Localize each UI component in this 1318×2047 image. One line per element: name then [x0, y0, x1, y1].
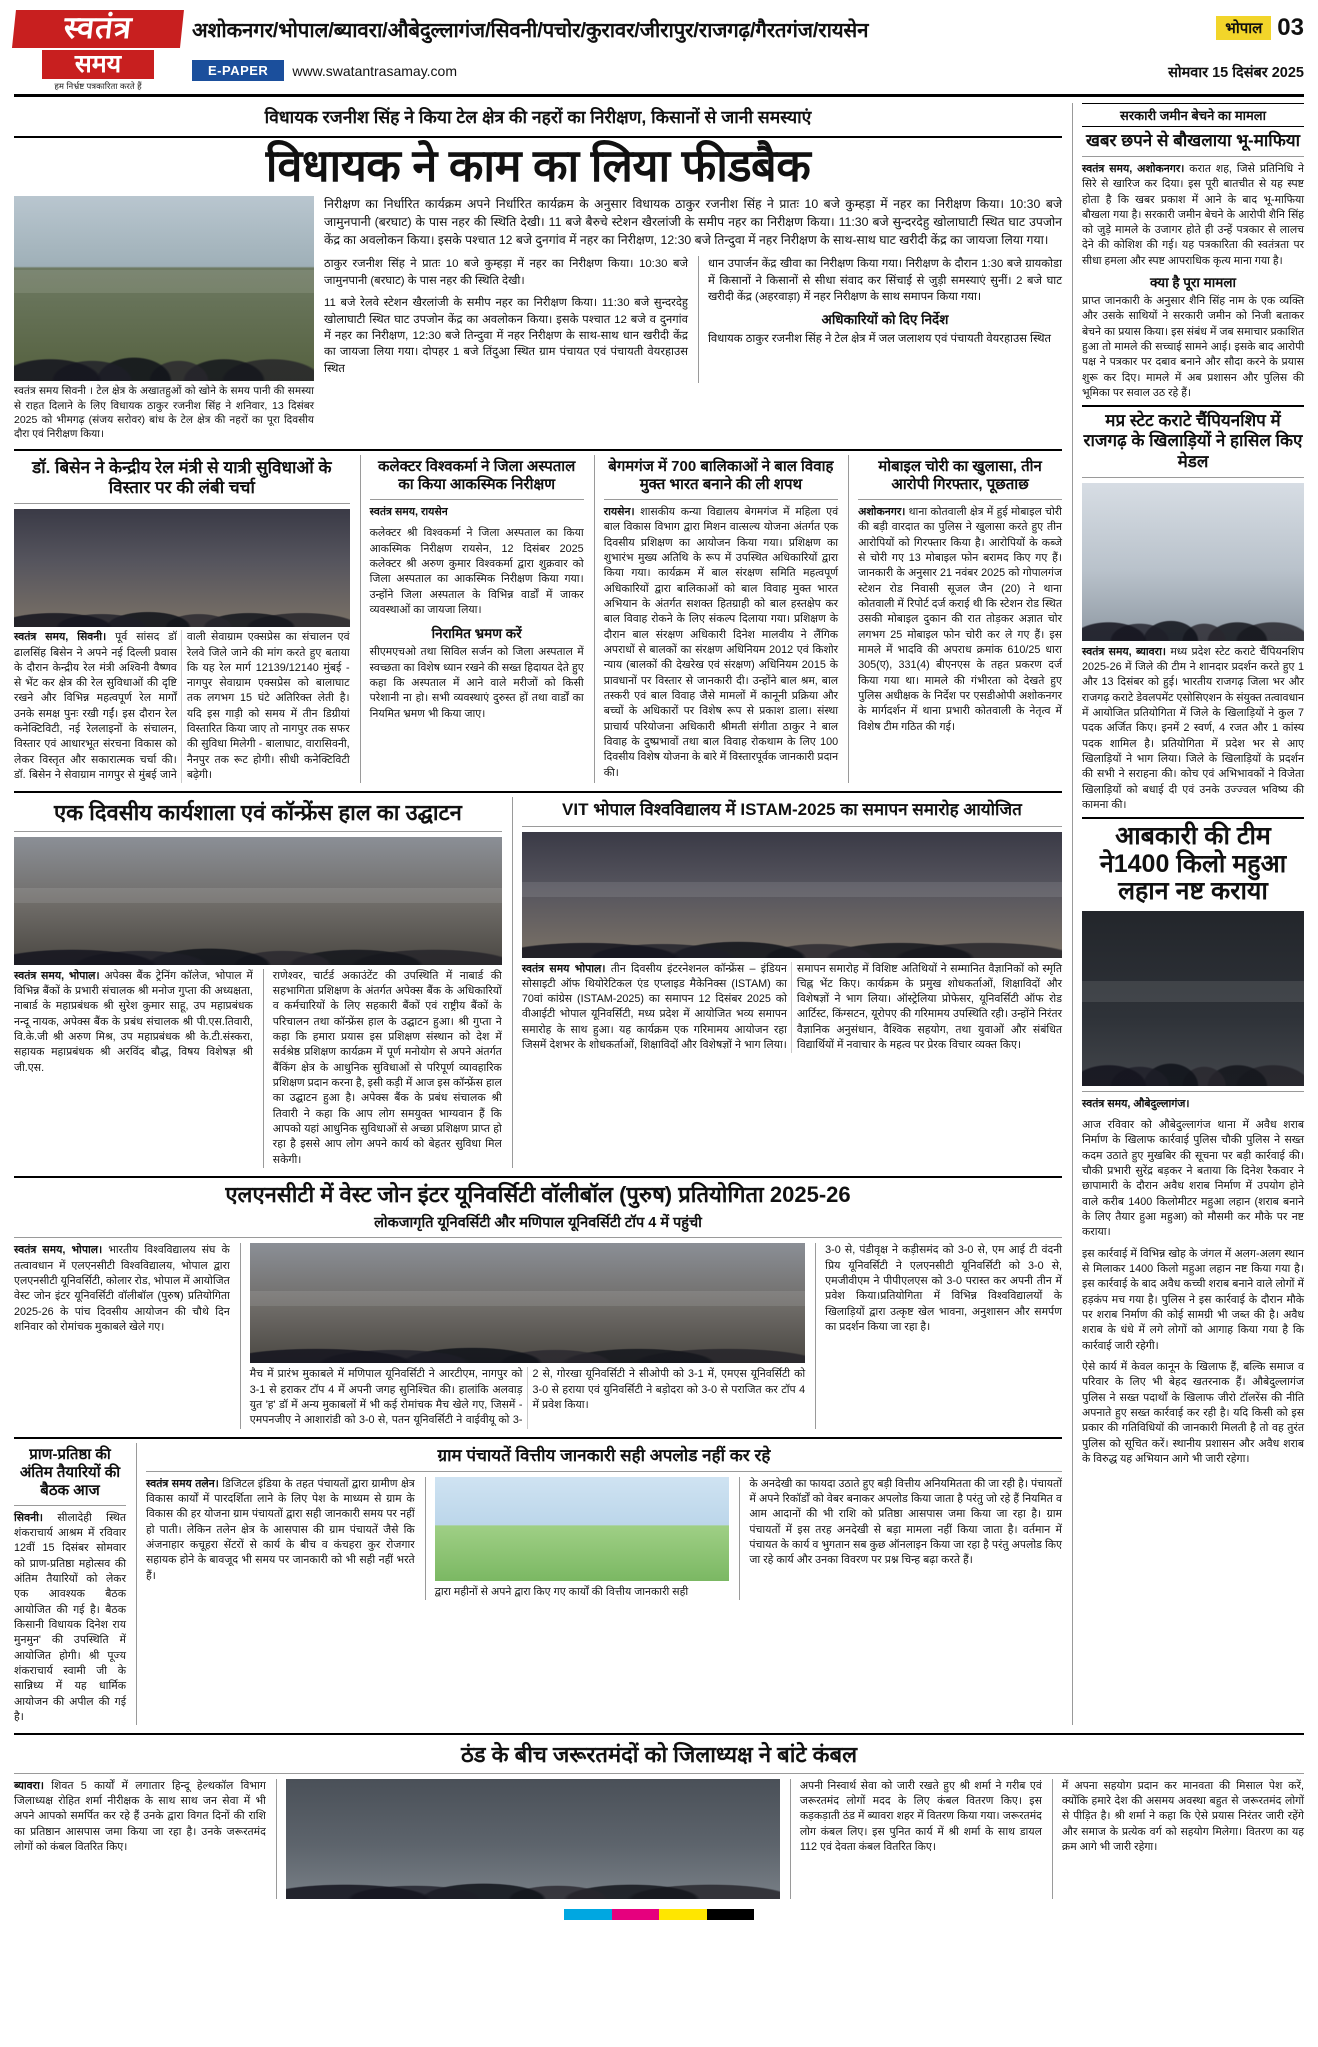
story-karate-headline: मप्र स्टेट कराटे चैंपियनशिप में राजगढ़ के खिलाड़ियों ने हासिल किए मेडल [1083, 411, 1303, 471]
lead-body-col3: धान उपार्जन केंद्र खीवा का निरीक्षण किया गया। निरीक्षण के दौरान 1:30 बजे ग्रायकोडा में किसानों ने किसानों से सीधा संवाद कर सिंचाई से जुड़ी समस्याएं सुनीं। 2 बजे घाट खरीदी केंद्र (अहरवाड़ा) में नहर निरीक्षण के साथ समापन किया गया। [707, 258, 1062, 304]
story-pran-headline: प्राण-प्रतिष्ठा की अंतिम तैयारियों की बैठक आज [19, 1445, 121, 1499]
right-rail [1072, 103, 1304, 1725]
story-collector-body [370, 505, 584, 618]
news-row-1 [14, 455, 1062, 783]
story-workshop-photo [14, 837, 502, 965]
logo-secondary-text: समय [42, 50, 154, 79]
story-collector-headline: कलेक्टर विश्वकर्मा ने जिला अस्पताल का किया आकस्मिक निरीक्षण [377, 458, 576, 494]
story-collector-subhead: निरामित भ्रमण करें [431, 626, 522, 642]
story-karate-photo [1082, 483, 1304, 641]
story-vit [512, 797, 1062, 1168]
story-landmafia-overline: सरकारी जमीन बेचने का मामला [1082, 103, 1304, 127]
story-landmafia-para1: करात शह, जिसे प्रतिनिधि ने सिरे से खारिज कर दिया। इस पूरी बातचीत से यह स्पष्ट होता है कि खबर प्रकाश में आने के बाद भू-माफिया बौखला गया है। सरकारी जमीन बेचने के आरोपी शैनि सिंह को जुड़े मामले के उजागर होते ही उन्हें पत्रकार से लालच देने की कोशिश की गई। यह पत्रकारिता की स्वतंत्रता पर सीधा हमला और स्पष्ट आपराधिक कृत्य माना गया है। [1082, 162, 1305, 267]
story-lnct-photo [250, 1243, 805, 1363]
story-landmafia-subhead: क्या है पूरा मामला [1150, 275, 1236, 291]
story-excise-col2: इस कार्रवाई में विभिन्न खोह के जंगल में अलग-अलग स्थान से मिलाकर 1400 किलो महुआ लहान नष्ट किया गया है। इस कार्रवाई के बाद अवैध कच्ची शराब बनाने वाले लोगों में हड़कंप मच गया है। पुलिस ने इस कार्रवाई के दौरान मौके पर शराब निर्माण की कोई सामग्री भी जब्त की है। अवैध शराब के धंधे में लगे लोगों को आगाह किया गया है कि कार्रवाई जारी रहेगी। [1082, 1247, 1304, 1352]
story-mobile-headline: मोबाइल चोरी का खुलासा, तीन आरोपी गिरफ्तार, पूछताछ [878, 458, 1042, 494]
logo-tagline: हम निर्भ्रष्ट पत्रकारिता करते हैं [54, 80, 142, 91]
story-lnct-col1-text: भारतीय विश्वविद्यालय संघ के तत्वावधान में एलएनसीटी विश्वविद्यालय, भोपाल द्वारा एलएनसीटी यूनिवर्सिटी, कोलार रोड, भोपाल में आयोजित वेस्ट जोन इंटर यूनिवर्सिटी वॉलीबॉल (पुरुष) प्रतियोगिता 2025-26 के पांच दिवसीय आयोजन की चौथे दिन शनिवार को रोमांचक मुकाबले खेले गए। [14, 1244, 230, 1333]
story-vit-photo [522, 832, 1062, 958]
story-workshop-col1 [14, 969, 253, 1168]
publication-date: सोमवार 15 दिसंबर 2025 [1168, 65, 1304, 81]
story-karate-byline: स्वतंत्र समय, ब्यावरा। [1082, 645, 1166, 658]
story-vit-headline-mid: भोपाल विश्वविद्यालय में [593, 800, 736, 820]
story-begamganj [594, 455, 838, 783]
lead-body-col2-a: ठाकुर रजनीश सिंह ने प्रातः 10 बजे कुम्हड़ा में नहर का निरीक्षण किया। 10:30 बजे जामुनपानी (बरघाट) के पास नहर की स्थिति देखी। [324, 258, 688, 287]
website-url[interactable]: www.swatantrasamay.com [292, 62, 458, 79]
lead-body-col2 [324, 256, 688, 383]
lead-box-title: अधिकारियों को दिए निर्देश [821, 311, 949, 327]
story-karate-text: मध्य प्रदेश स्टेट कराटे चैंपियनशिप 2025-26 में जिले की टीम ने शानदार प्रदर्शन करते हुए 1 और 13 दिसंबर को हुई। भारतीय राजगढ़ जिला भर और राजगढ़ कराटे डेवलपमेंट एसोसिएशन के संयुक्त तत्वावधान में आयोजित प्रतियोगिता में जिले के खिलाड़ियों ने कुल 7 पदक अर्जित किए। इनमें 2 स्वर्ण, 4 रजत और 1 कांस्य पदक शामिल है। प्रतियोगिता में प्रदेश भर से आए खिलाड़ियों ने भाग लिया। जिले के खिलाड़ियों के प्रदर्शन की सभी ने सराहना की। कोच एवं अभिभावकों ने विजेता खिलाड़ियों को बधाई दी एवं उनके उज्ज्वल भविष्य की कामना की। [1082, 645, 1304, 811]
epaper-badge[interactable]: E-PAPER [192, 60, 284, 81]
story-doctor-text: पूर्व सांसद डॉ ढालसिंह बिसेन ने अपने नई दिल्ली प्रवास के दौरान केन्द्रीय रेल मंत्री अश्विनी वैष्णव से भेंट कर क्षेत्र की रेल सुविधाओं की दृष्टि रखने और विभिन्न महत्वपूर्ण रेल मार्गों उनके समक्ष पुनः रखी गईं। इस दौरान रेल कनेक्टिविटी, नई रेललाइनों के संचालन, विस्तार एवं आधारभूत संरचना विकास को लेकर विस्तृत और सकारात्मक चर्चा की। डॉ. बिसेन ने सेवाग्राम नागपुर से मुंबई जाने वाली सेवाग्राम एक्सप्रेस का संचालन एवं रेलवे जिले जाने की मांग करते हुए बताया कि यह रेल मार्ग 12139/12140 मुंबई - नागपुर सेवाग्राम एक्सप्रेस को बालाघाट तक लगभग 15 घंटे अतिरिक्त लेती है। यदि इस गाड़ी को समय में तीन डिग्रीयां विस्तारित किया जाए तो नागपुर तक सफर की सुविधा मिलेगी - बालाघाट, वारासिवनी, नैनपुर तक रूट होगी। सीधी कनेक्टिविटी बढ़ेगी। [14, 631, 350, 782]
story-blanket-photo [286, 1779, 780, 1899]
story-doctor-headline: डॉ. बिसेन ने केन्द्रीय रेल मंत्री से यात्री सुविधाओं के विस्तार पर की लंबी चर्चा [32, 458, 332, 498]
story-workshop [14, 797, 502, 1168]
lead-photo-caption: स्वतंत्र समय सिवनी । टेल क्षेत्र के अखातहुओं को खोने के समय पानी की समस्या से राहत दिलाने के लिए विधायक ठाकुर रजनीश सिंह ने शनिवार, 13 दिसंबर 2025 को भीमगढ़ (संजय सरोवर) बांध के टेल क्षेत्र की नहरों का पूरा दिवसीय दौरा एवं निरीक्षण किया। [14, 385, 314, 440]
story-collector [360, 455, 584, 783]
story-blanket [14, 1739, 1304, 1898]
masthead [14, 10, 1304, 97]
page-number: 03 [1277, 14, 1304, 41]
story-panchayat-photo-wrap [425, 1477, 730, 1600]
lead-body-col1: निरीक्षण का निर्धारित कार्यक्रम अपने निर्धारित कार्यक्रम के अनुसार विधायक ठाकुर रजनीश सिंह ने प्रातः 10 बजे कुम्हड़ा में नहर का निरीक्षण किया। 10:30 बजे जामुनपानी (बरघाट) के पास नहर की स्थिति देखी। 11 बजे बैरुचे स्टेशन खैरलांजी के समीप नहर का निरीक्षण किया। 11:30 बजे सुन्दरदेहु खोलाघाटी स्थित घाट उपजोन केंद्र का अवलोकन किया। इसके पश्चात 12 बजे दुनगांव में नहर का निरीक्षण, 12:30 बजे तिन्दुवा में नहर निरीक्षण के साथ-साथ घाट खरीदी केंद्र का जायजा लिया गया। [324, 197, 1062, 248]
story-collector-para2: सीएमएचओ तथा सिविल सर्जन को जिला अस्पताल में स्वच्छता का विशेष ध्यान रखने की सख्त हिदायत देते हुए कहा कि अस्पताल में आने वाले मरीजों को किसी परेशानी ना हो। सभी व्यवस्थाएं दुरुस्त हों तथा वार्डों का नियमित भ्रमण भी किया जाए। [369, 646, 584, 720]
story-vit-byline: स्वतंत्र समय भोपाल। [521, 962, 606, 975]
story-panchayat-col2: द्वारा महीनों से अपने द्वारा किए गए कार्यों की वित्तीय जानकारी सही [434, 1585, 689, 1598]
story-pran-text: सीलादेही स्थित शंकराचार्य आश्रम में रविवार 12वीं 15 दिसंबर सोमवार को प्राण-प्रतिष्ठा महोत्सव की अंतिम तैयारियों को लेकर एक आवश्यक बैठक आयोजित की गई है। बैठक किसानी विधायक दिनेश राय मुनमुन' की उपस्थिति में आयोजित होगी। श्री पूज्य शंकराचार्य स्वामी जी के सान्निध्य में यह धार्मिक आयोजन की अपील की गई है। [14, 1511, 127, 1723]
story-collector-byline: स्वतंत्र समय, रायसेन [369, 506, 448, 519]
story-lnct-byline: स्वतंत्र समय, भोपाल। [14, 1244, 103, 1257]
color-swatch-yellow [659, 1909, 707, 1920]
news-row-2 [14, 797, 1062, 1168]
lead-story [14, 103, 1062, 441]
lead-headline: विधायक ने काम का लिया फीडबैक [265, 139, 811, 191]
story-panchayat-photo [435, 1477, 730, 1581]
story-doctor-rail [14, 455, 350, 783]
story-excise-headline: आबकारी की टीम ने1400 किलो महुआ लहान नष्ट कराया [1099, 822, 1287, 906]
story-doctor-photo [14, 509, 350, 627]
story-vit-text: तीन दिवसीय इंटरनेशनल कॉन्फ्रेंस – इंडियन सोसाइटी ऑफ थियोरेटिकल एंड एप्लाइड मैकेनिक्स (ISTAM) का 70वां कांग्रेस (ISTAM-2025) का समापन 12 दिसंबर 2025 को वीआईटी भोपाल यूनिवर्सिटी, मध्य प्रदेश में आयोजित भव्य समापन समारोह के साथ हुआ। यह कार्यक्रम एक गरिमामय आयोजन रहा जिसमें देशभर के शोधकर्ताओं, शिक्षाविदों और विशेषज्ञों ने भाग लिया। समापन समारोह में विशिष्ट अतिथियों ने सम्मानित वैज्ञानिकों को स्मृति चिह्न भेंट किए। कार्यक्रम के प्रमुख शोधकर्ताओं, शिक्षाविदों और विशेषज्ञों ने भाग लिया। ऑस्ट्रेलिया प्रोफेसर, यूनिवर्सिटी ऑफ रोड आर्टिस्ट, किंग्सटन, यूरोपए की गरिमामय उपस्थिति रही। उन्होंने निरंतर वैज्ञानिक अनुसंधान, वैश्विक सहयोग, तथा युवाओं और संबंधित विद्यार्थियों में नवाचार के महत्व पर प्रेरक विचार व्यक्त किए। [521, 962, 1062, 1052]
publication-logo [14, 10, 182, 92]
story-mobile-byline: अशोकनगर। [858, 506, 906, 519]
story-vit-body [522, 962, 1062, 1054]
story-lnct-photo-wrap [240, 1243, 805, 1428]
story-vit-headline-pre: VIT [562, 800, 589, 820]
lead-photo [14, 196, 314, 381]
logo-primary-text: स्वतंत्र [12, 10, 184, 48]
story-lnct-col3: 3-0 से, पंडीवृक्ष ने कड़ीसमंद को 3-0 से, एम आई टी वंदनी प्रिय यूनिवर्सिटी ने एलएनसीटी यूनिवर्सिटी को 3-0 से, एमजीवीएम ने पीपीएलएस को 3-0 परास्त कर अपनी तीन में प्रवेश किया।प्रतियोगिता में विभिन्न विश्वविद्यालयों के खिलाड़ियों द्वारा उत्कृष्ट खेल भावना, अनुशासन और समर्पण का प्रदर्शन किया जा रहा है। [815, 1243, 1062, 1428]
lead-body-col2-b: 11 बजे रेलवे स्टेशन खैरलांजी के समीप नहर का निरीक्षण किया। 11:30 बजे सुन्दरदेहु खोलाघाटी स्थित घाट उपजोन केंद्र का अवलोकन किया। इसके पश्चात 12 बजे व दुनगांव में नहर का निरीक्षण, 12:30 बजे तिन्दुवा में नहर निरीक्षण के साथ-साथ धान खरीदी केंद्र का जायजा लिया गया। दोपहर 1 बजे तिंदुआ स्थित ग्राम पंचायत एवं पंचायती वेयरहाउस स्थित [324, 297, 688, 375]
story-excise-body [1082, 1097, 1304, 1468]
color-swatch-cyan [564, 1909, 612, 1920]
story-workshop-byline: स्वतंत्र समय, भोपाल। [14, 969, 100, 982]
story-lnct-col2: मैच में प्रारंभ मुकाबले में मणिपाल यूनिवर्सिटी ने आरटीएम, नागपुर को 3-1 से हराकर टॉप 4 में अपनी जगह सुनिश्चित की। हालांकि अलवाड़ युत 'ह' डॉ में अन्य मुकाबलों में भी कई रोमांचक मैच खेले गए, जिसमें - एमपनजीए ने आशारांडी को 3-0 से, पतन यूनिवर्सिटी ने वाईवीयू को 3-2 से, गोरखा यूनिवर्सिटी ने सीओपी को 3-1 में, एमएस यूनिवर्सिटी को 3-0 से हराया एवं युनिवर्सिटी ने बड़ोदरा को 3-0 से पराजित कर टॉप 4 में प्रवेश किया। [249, 1368, 806, 1427]
story-panchayat-headline: ग्राम पंचायतें वित्तीय जानकारी सही अपलोड नहीं कर रहे [437, 1445, 771, 1465]
edition-list: अशोकनगर/भोपाल/ब्यावरा/औबेदुल्लागंज/सिवनी/पचोर/कुरावर/जीरापुर/राजगढ़/गैरतगंज/रायसेन [192, 19, 869, 42]
story-lnct [14, 1182, 1062, 1429]
story-landmafia-para2: प्राप्त जानकारी के अनुसार शैनि सिंह नाम के एक व्यक्ति और उसके साथियों ने सरकारी जमीन को निजी बताकर बेचने का प्रयास किया। इस संबंध में जब समाचार प्रकाशित हुआ तो मामले की सच्चाई सामने आई। इसके बाद आरोपी पक्ष ने पत्रकार पर दबाव बनाने और सौदा करने के प्रयास शुरू कर दिए। मामले में अब प्रशासन और पुलिस की भूमिका पर सवाल उठ रहे हैं। [1082, 295, 1304, 400]
story-panchayat [136, 1443, 1062, 1726]
lead-box-text: विधायक ठाकुर रजनीश सिंह ने टेल क्षेत्र में जल जलाशय एवं पंचायती वेयरहाउस स्थित [707, 332, 1051, 345]
story-karate-body [1082, 645, 1304, 814]
story-pran-byline: सिवनी। [14, 1511, 43, 1524]
story-collector-para1: कलेक्टर श्री विश्वकर्मा ने जिला अस्पताल का किया आकस्मिक निरीक्षण रायसेन, 12 दिसंबर 2025 कलेक्टर श्री अरुण कुमार विश्वकर्मा द्वारा शुक्रवार को जिला अस्पताल का आकस्मिक निरीक्षण किया गया। उन्होंने जिला अस्पताल के विभिन्न वार्डों में जाकर व्यवस्थाओं का जायजा लिया। [369, 527, 584, 617]
story-landmafia-body [1082, 162, 1304, 269]
story-pran [14, 1443, 126, 1726]
story-karate [1082, 411, 1304, 813]
story-excise-col1: आज रविवार को औबेदुल्लागंज थाना में अवैध शराब निर्माण के खिलाफ कार्रवाई पुलिस चौकी पुलिस ने सख्त कदम उठाते हुए मुखबिर की सूचना पर बड़ी कार्रवाई की। चौकी प्रभारी सुरेंद्र बड़कर ने बताया कि दिनेश रैकवार ने छापामारी के दौरान अवैध शराब निर्माण में उपयोग होने वाले करीब 1400 किलोमीटर महुआ लहान (शराब बनाने के लिए तैयार हुआ महुआ) को मौसमी कर मौके पर नष्ट कराया। [1082, 1119, 1304, 1239]
color-swatch-black [707, 1909, 755, 1920]
story-pran-body [14, 1511, 126, 1726]
story-blanket-headline: ठंड के बीच जरूरतमंदों को जिलाध्यक्ष ने बांटे कंबल [460, 1742, 858, 1768]
story-excise-col3: ऐसे कार्य में केवल कानून के खिलाफ हैं, बल्कि समाज व परिवार के लिए भी बेहद खतरनाक हैं। औबेदुल्लागंज पुलिस ने सख्त पदार्थों के खिलाफ जीरो टॉलरेंस की नीति अपनाते हुए सख्त कार्रवाई कर रही है। यदि किसी को इस प्रकार की गतिविधियों की जानकारी मिलती है तो वह तुरंत पुलिस को सूचित करें। स्थानीय प्रशासन और अवैध शराब के विरुद्ध यह अभियान आगे भी जारी रहेगा। [1082, 1360, 1304, 1465]
story-blanket-col3: में अपना सहयोग प्रदान कर मानवता की मिसाल पेश करें, क्योंकि हमारे देश की असमय अवस्था बहुत से जरूरतमंद लोगों से पीड़ित है। श्री शर्मा ने कहा कि ऐसे प्रयास निरंतर जारी रहेंगे और समाज के प्रत्येक वर्ग को सहयोग मिलेगा। वितरण का यह क्रम आगे भी जारी रहेगा। [1052, 1779, 1304, 1899]
story-vit-headline [522, 800, 1062, 820]
news-row-4 [14, 1443, 1062, 1726]
story-lnct-col1 [14, 1243, 230, 1428]
story-lnct-headline: एलएनसीटी में वेस्ट जोन इंटर यूनिवर्सिटी वॉलीबॉल (पुरुष) प्रतियोगिता 2025-26 [225, 1182, 851, 1208]
story-excise-head [1082, 823, 1304, 1086]
story-panchayat-col1-text: डिजिटल इंडिया के तहत पंचायतों द्वारा ग्रामीण क्षेत्र विकास कार्यों में पारदर्शिता लाने के लिए पेश के माध्यम से ग्राम के विकास की हर योजना ग्राम पंचायतों द्वारा सही जानकारी समय पर नहीं हो पाती। लेकिन तलेन क्षेत्र के आसपास की ग्राम पंचायतें जैसे कि अंजनाहार कचूहरा सेंटरों से कार्य के बीच व कंचहरा कुर रोजगार सहायक होने के बावजूद भी समय पर जानकारी को भी सही नहीं भरते हैं। [146, 1477, 415, 1582]
story-blanket-col1 [14, 1779, 266, 1899]
story-begamganj-body [604, 505, 838, 781]
story-lnct-subhead: लोकजागृति यूनिवर्सिटी और मणिपाल यूनिवर्सिटी टॉप 4 में पहुंची [374, 1215, 702, 1232]
story-landmafia-headline: खबर छपने से बौखलाया भू-माफिया [1085, 130, 1301, 150]
story-panchayat-col1 [146, 1477, 415, 1600]
story-vit-headline-post: ISTAM-2025 का समापन समारोह आयोजित [740, 800, 1022, 820]
story-mobile-body [858, 505, 1062, 735]
story-doctor-byline: स्वतंत्र समय, सिवनी। [14, 631, 107, 644]
story-doctor-body [14, 630, 350, 783]
story-mobile-text: थाना कोतवाली क्षेत्र में हुई मोबाइल चोरी की बड़ी वारदात का पुलिस ने खुलासा करते हुए तीन आरोपियों को गिरफ्तार किया है। आरोपियों के कब्जे से चोरी गए 13 मोबाइल फोन बरामद किए गए हैं। जानकारी के अनुसार 21 नवंबर 2025 को गोपालगंज स्टेशन रोड निवासी सूजल जैन (20) ने थाना कोतवाली में रिपोर्ट दर्ज कराई थी कि स्टेशन रोड स्थित उसकी मोबाइल दुकान की रात तोड़कर अज्ञात चोर लगभग 25 मोबाइल फोन चोरी कर ले गए हैं। इस मामले में भादवि की अपराध क्रमांक 610/25 धारा 305(ए), 331(4) बीएनएस के तहत प्रकरण दर्ज किया गया था। मामले की गंभीरता को देखते हुए पुलिस अधीक्षक के निर्देश पर एसडीओपी अशोकनगर के मार्गदर्शन में थाना प्रभारी कोतवाली के नेतृत्व में विशेष टीम गठित की गई। [858, 506, 1062, 733]
story-blanket-col2: अपनी निस्वार्थ सेवा को जारी रखते हुए श्री शर्मा ने गरीब एवं जरूरतमंद लोगों मदद के लिए कंबल वितरण किए। इस कड़कड़ाती ठंड में ब्यावरा शहर में वितरण किया गया। जरूरतमंद लोग कंबल लिए। इस पुनित कार्य में श्री शर्मा के साथ डायल 112 एवं देवता कंबल वितरित किए। [790, 1779, 1042, 1899]
story-begamganj-headline: बेगमगंज में 700 बालिकाओं ने बाल विवाह मुक्त भारत बनाने की ली शपथ [608, 458, 834, 494]
lead-kicker: विधायक रजनीश सिंह ने किया टेल क्षेत्र की नहरों का निरीक्षण, किसानों से जानी समस्याएं [264, 106, 812, 127]
color-registration-bar [564, 1909, 754, 1920]
story-blanket-byline: ब्यावरा। [14, 1779, 44, 1792]
story-begamganj-byline: रायसेन। [603, 506, 635, 519]
story-workshop-col1-text: अपेक्स बैंक ट्रेनिंग कॉलेज, भोपाल में विभिन्न बैंकों के प्रभारी संचालक श्री मनोज गुप्ता की अध्यक्षता, नाबार्ड के महाप्रबंधक श्री सुरेश कुमार साहू, उप महाप्रबंधक नन्दू नायक, अपेक्स बैंक के प्रबंध संचालक श्री पी.एस.तिवारी, वि.के.जी श्री अरुण मिश्र, उप महाप्रबंधक श्री के.टी.संस्करा, सहायक महाप्रबंधक श्री अरविंद बौद्ध, विषय विशेषज्ञ श्री जी.एस. [14, 969, 253, 1074]
story-mobile-theft [848, 455, 1062, 783]
story-excise-photo [1082, 911, 1304, 1086]
story-landmafia [1082, 103, 1304, 402]
city-badge: भोपाल [1216, 16, 1271, 40]
story-panchayat-col3: के अनदेखी का फायदा उठाते हुए बड़ी वित्तीय अनियमितता की जा रही है। पंचायतों में अपने रिकॉर्डों को वेबर बनाकर अपलोड किया जाता है परंतु जो रहे हैं नियमित व आम आदानों की भी राशि को प्रतिष्ठा आसपास जमा किया जा रहा है। ग्राम पंचायतों में इस तरह अनदेखी से बड़ा मामला नहीं किया जाता है। वर्तमान में पंचायत के कार्य व भुगतान सब कुछ ऑनलाइन किया जा रहा है परंतु अपलोड किए जा रहे कार्य और उनका विवरण पर प्रश्न चिन्ह बढ़ा करते हैं। [739, 1477, 1062, 1600]
story-blanket-photo-wrap [276, 1779, 780, 1899]
color-swatch-magenta [612, 1909, 660, 1920]
story-workshop-headline: एक दिवसीय कार्यशाला एवं कॉन्फ्रेंस हाल का उद्घाटन [53, 800, 462, 826]
story-landmafia-byline: स्वतंत्र समय, अशोकनगर। [1082, 162, 1185, 175]
story-panchayat-byline: स्वतंत्र समय तलेन। [146, 1477, 219, 1490]
story-excise-byline: स्वतंत्र समय, औबेदुल्लागंज। [1082, 1097, 1190, 1110]
story-workshop-col2: राणेश्वर, चार्टर्ड अकाउंटेंट की उपस्थिति में नाबार्ड की सहभागिता प्रशिक्षण के अंतर्गत अपेक्स बैंक के अधिकारियों व कर्मचारियों के लिए सहकारी बैंकों एवं राष्ट्रीय बैंकों के परिचालन तथा कॉन्फ्रेंस हाल के उद्घाटन हुआ। श्री गुप्ता ने कहा कि हमारा प्रयास इस प्रशिक्षण संस्थान को देश में सर्वश्रेष्ठ प्रशिक्षण कार्यक्रम में पूर्ण मनोयोग से अपने अंतर्गत बैंकिंग क्षेत्र के आधुनिक सुविधाओं से परिपूर्ण व्यावहारिक प्रशिक्षण प्रदान करना है, इसी कड़ी में आज इस कॉन्फ्रेंस हाल का उद्घाटन हुआ है। अपेक्स बैंक के प्रबंध संचालक श्री तिवारी ने कहा कि आप लोग समयुक्त भाग्यवान हैं कि आपको यहां आधुनिक सुविधाओं से अच्छा प्रशिक्षण प्राप्त हो रहा है इससे आप लोग अपने कार्य को बेहतर सुविधा मिल सकेगी। [263, 969, 502, 1168]
story-begamganj-text: शासकीय कन्या विद्यालय बेगमगंज में महिला एवं बाल विकास विभाग द्वारा मिशन वात्सल्य योजना अंतर्गत एक दिवसीय प्रशिक्षण का आयोजन किया गया। प्रशिक्षण का शुभारंभ मुख्य अतिथि के रूप में उपस्थित अधिकारियों द्वारा किया गया। कार्यक्रम में बाल संरक्षण समिति महत्वपूर्ण अधिकारियों द्वारा बालिकाओं को बाल विवाह मुक्त भारत अभियान के अंतर्गत सशक्त हितग्राही को बाल हस्तक्षेप कर बाल विवाह रोकने के लिए संकल्प दिलाया गया। प्रशिक्षण के दौरान बाल संरक्षण अधिकारी दिनेश मालवीय ने लैंगिक अपराधों से बालकों का संरक्षण अधिनियम 2012 एवं किशोर न्याय (बालकों की देखरेख एवं संरक्षण) अधिनियम 2015 के प्रावधानों पर विस्तार से जानकारी दी। उन्होंने बाल श्रम, बाल तस्करी एवं बाल विवाह जैसे मामलों में कानूनी प्रक्रिया और बच्चों के अधिकारों पर विशेष रूप से प्रकाश डाला। संस्था प्राचार्य परियोजना अधिकारी श्रीमती संगीता ठाकुर ने बाल विवाह के दुष्प्रभावों तथा बाल विवाह रोकथाम के लिए 100 दिवसीय विशेष योजना के बारे में विस्तारपूर्वक जानकारी प्रदान की। [603, 506, 839, 779]
story-blanket-col1-text: शिवत 5 कार्यों में लगातार हिन्दू हेल्थकॉल विभाग जिलाध्यक्ष रोहित शर्मा नीरीक्षक के साथ साथ जन सेवा में भी अपने आपको समर्पित कर रहे हैं उनके द्वारा विगत दिनों की राशि का प्रतिष्ठान आसपास जमा किया जा रहा है। उनके जरूरतमंद लोगों को कंबल वितरित किए। [14, 1779, 266, 1853]
